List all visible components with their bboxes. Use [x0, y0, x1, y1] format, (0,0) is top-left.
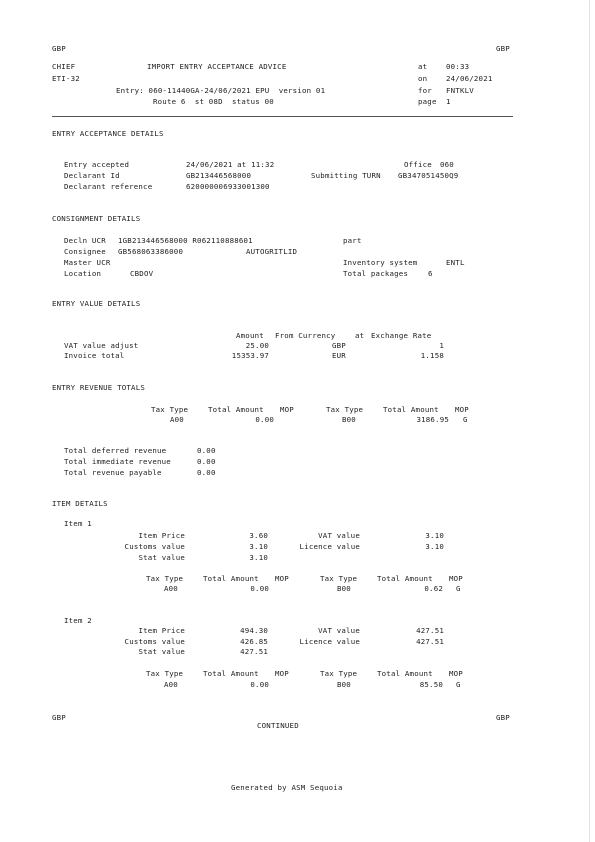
reference-value: 620000006933001300	[186, 182, 270, 191]
item-title: Item 1	[64, 519, 92, 528]
at-value: 00:33	[446, 62, 470, 71]
ducr-suffix: part	[343, 236, 362, 245]
payable-label: Total revenue payable	[64, 468, 162, 477]
invoice-total-currency: EUR	[332, 351, 346, 360]
stat-value-label: Stat value	[138, 647, 185, 656]
submitting-value: GB347051450Q9	[398, 171, 459, 180]
item-col-total-left: Total Amount	[203, 574, 259, 583]
vat-adjust-rate: 1	[439, 341, 444, 350]
item-right-total: 0.62	[424, 584, 443, 593]
rev-col-mop-right: MOP	[455, 405, 469, 414]
header-rule	[52, 116, 513, 117]
on-value: 24/06/2021	[446, 74, 493, 83]
item-price-label: Item Price	[138, 531, 185, 540]
item-col-tax-left: Tax Type	[146, 574, 184, 583]
declarant-value: GB213446568000	[186, 171, 252, 180]
inventory-value: ENTL	[446, 258, 465, 267]
corner-top-right: GBP	[496, 44, 510, 53]
stat-value: 427.51	[240, 647, 268, 656]
deferred-value: 0.00	[197, 446, 216, 455]
inventory-label: Inventory system	[343, 258, 418, 267]
col-at: at	[355, 331, 365, 340]
item-col-total-left: Total Amount	[203, 669, 259, 678]
vat-value: 427.51	[416, 626, 444, 635]
stat-value-label: Stat value	[138, 553, 185, 562]
rev-col-mop-left: MOP	[280, 405, 294, 414]
location-label: Location	[64, 269, 102, 278]
item-col-mop-left: MOP	[275, 574, 289, 583]
packages-label: Total packages	[343, 269, 409, 278]
customs-value: 3.10	[249, 542, 268, 551]
item-title: Item 2	[64, 616, 92, 625]
vat-value: 3.10	[425, 531, 444, 540]
item-left-total: 0.00	[250, 680, 269, 689]
consignee-label: Consignee	[64, 247, 106, 256]
col-amount: Amount	[236, 331, 264, 340]
vat-adjust-currency: GBP	[332, 341, 346, 350]
page-number: 1	[446, 97, 451, 106]
item-right-mop: G	[456, 584, 461, 593]
immediate-label: Total immediate revenue	[64, 457, 171, 466]
item-col-tax-right: Tax Type	[320, 574, 358, 583]
corner-bottom-right: GBP	[496, 713, 510, 722]
item-col-mop-left: MOP	[275, 669, 289, 678]
item-col-total-right: Total Amount	[377, 669, 433, 678]
for-value: FNTKLV	[446, 86, 474, 95]
item-left-total: 0.00	[250, 584, 269, 593]
corner-bottom-left: GBP	[52, 713, 66, 722]
item-right-mop: G	[456, 680, 461, 689]
stat-value: 3.10	[249, 553, 268, 562]
item-price-value: 3.60	[249, 531, 268, 540]
vat-value-label: VAT value	[318, 626, 360, 635]
vat-adjust-label: VAT value adjust	[64, 341, 139, 350]
invoice-total-rate: 1.158	[420, 351, 444, 360]
vat-value-label: VAT value	[318, 531, 360, 540]
consignee-value: GB568063386000	[118, 247, 184, 256]
items-heading: ITEM DETAILS	[52, 499, 108, 508]
deferred-label: Total deferred revenue	[64, 446, 167, 455]
rev-right-tax: B00	[342, 415, 356, 424]
entry-line: Entry: 060-11440GA-24/06/2021 EPU version 01	[116, 86, 326, 95]
office-label: Office	[404, 160, 432, 169]
item-right-tax: B00	[337, 680, 351, 689]
col-from-currency: From Currency	[275, 331, 336, 340]
vat-adjust-amount: 25.00	[245, 341, 269, 350]
value-heading: ENTRY VALUE DETAILS	[52, 299, 141, 308]
col-exchange-rate: Exchange Rate	[371, 331, 432, 340]
licence-value: 427.51	[416, 637, 444, 646]
item-right-tax: B00	[337, 584, 351, 593]
rev-col-total-right: Total Amount	[383, 405, 439, 414]
licence-value-label: Licence value	[299, 637, 360, 646]
item-price-label: Item Price	[138, 626, 185, 635]
continued-label: CONTINUED	[257, 721, 299, 730]
ducr-value: 1GB213446568000 R062110888601	[118, 236, 253, 245]
item-col-total-right: Total Amount	[377, 574, 433, 583]
mucr-label: Master UCR	[64, 258, 111, 267]
generated-by: Generated by ASM Sequoia	[231, 783, 343, 792]
rev-col-total-left: Total Amount	[208, 405, 264, 414]
rev-col-tax-left: Tax Type	[151, 405, 189, 414]
licence-value: 3.10	[425, 542, 444, 551]
item-left-tax: A00	[164, 584, 178, 593]
item-right-total: 85.50	[419, 680, 443, 689]
licence-value-label: Licence value	[299, 542, 360, 551]
customs-value-label: Customs value	[124, 637, 185, 646]
customs-value: 426.85	[240, 637, 268, 646]
invoice-total-label: Invoice total	[64, 351, 125, 360]
ducr-label: Decln UCR	[64, 236, 106, 245]
page-edge	[589, 0, 590, 842]
rev-left-tax: A00	[170, 415, 184, 424]
invoice-total-amount: 15353.97	[231, 351, 269, 360]
item-col-mop-right: MOP	[449, 669, 463, 678]
rev-left-total: 0.00	[255, 415, 274, 424]
consignment-heading: CONSIGNMENT DETAILS	[52, 214, 141, 223]
payable-value: 0.00	[197, 468, 216, 477]
reference-label: Declarant reference	[64, 182, 153, 191]
rev-right-total: 3186.95	[416, 415, 449, 424]
office-value: 060	[440, 160, 454, 169]
item-left-tax: A00	[164, 680, 178, 689]
revenue-heading: ENTRY REVENUE TOTALS	[52, 383, 145, 392]
route-line: Route 6 st 08D status 00	[153, 97, 274, 106]
on-label: on	[418, 74, 428, 83]
packages-value: 6	[428, 269, 433, 278]
submitting-label: Submitting TURN	[311, 171, 381, 180]
customs-value-label: Customs value	[124, 542, 185, 551]
rev-right-mop: G	[463, 415, 468, 424]
consignee-name: AUTOGRITLID	[246, 247, 298, 256]
corner-top-left: GBP	[52, 44, 66, 53]
acceptance-heading: ENTRY ACCEPTANCE DETAILS	[52, 129, 164, 138]
item-price-value: 494.30	[240, 626, 268, 635]
page-label: page	[418, 97, 437, 106]
at-label: at	[418, 62, 428, 71]
document-title: IMPORT ENTRY ACCEPTANCE ADVICE	[147, 62, 287, 71]
rev-col-tax-right: Tax Type	[326, 405, 364, 414]
accepted-value: 24/06/2021 at 11:32	[186, 160, 275, 169]
for-label: for	[418, 86, 432, 95]
message-code: ETI-32	[52, 74, 80, 83]
item-col-tax-left: Tax Type	[146, 669, 184, 678]
item-col-mop-right: MOP	[449, 574, 463, 583]
location-value: CBDOV	[130, 269, 154, 278]
immediate-value: 0.00	[197, 457, 216, 466]
declarant-label: Declarant Id	[64, 171, 120, 180]
accepted-label: Entry accepted	[64, 160, 130, 169]
item-col-tax-right: Tax Type	[320, 669, 358, 678]
system-name: CHIEF	[52, 62, 76, 71]
